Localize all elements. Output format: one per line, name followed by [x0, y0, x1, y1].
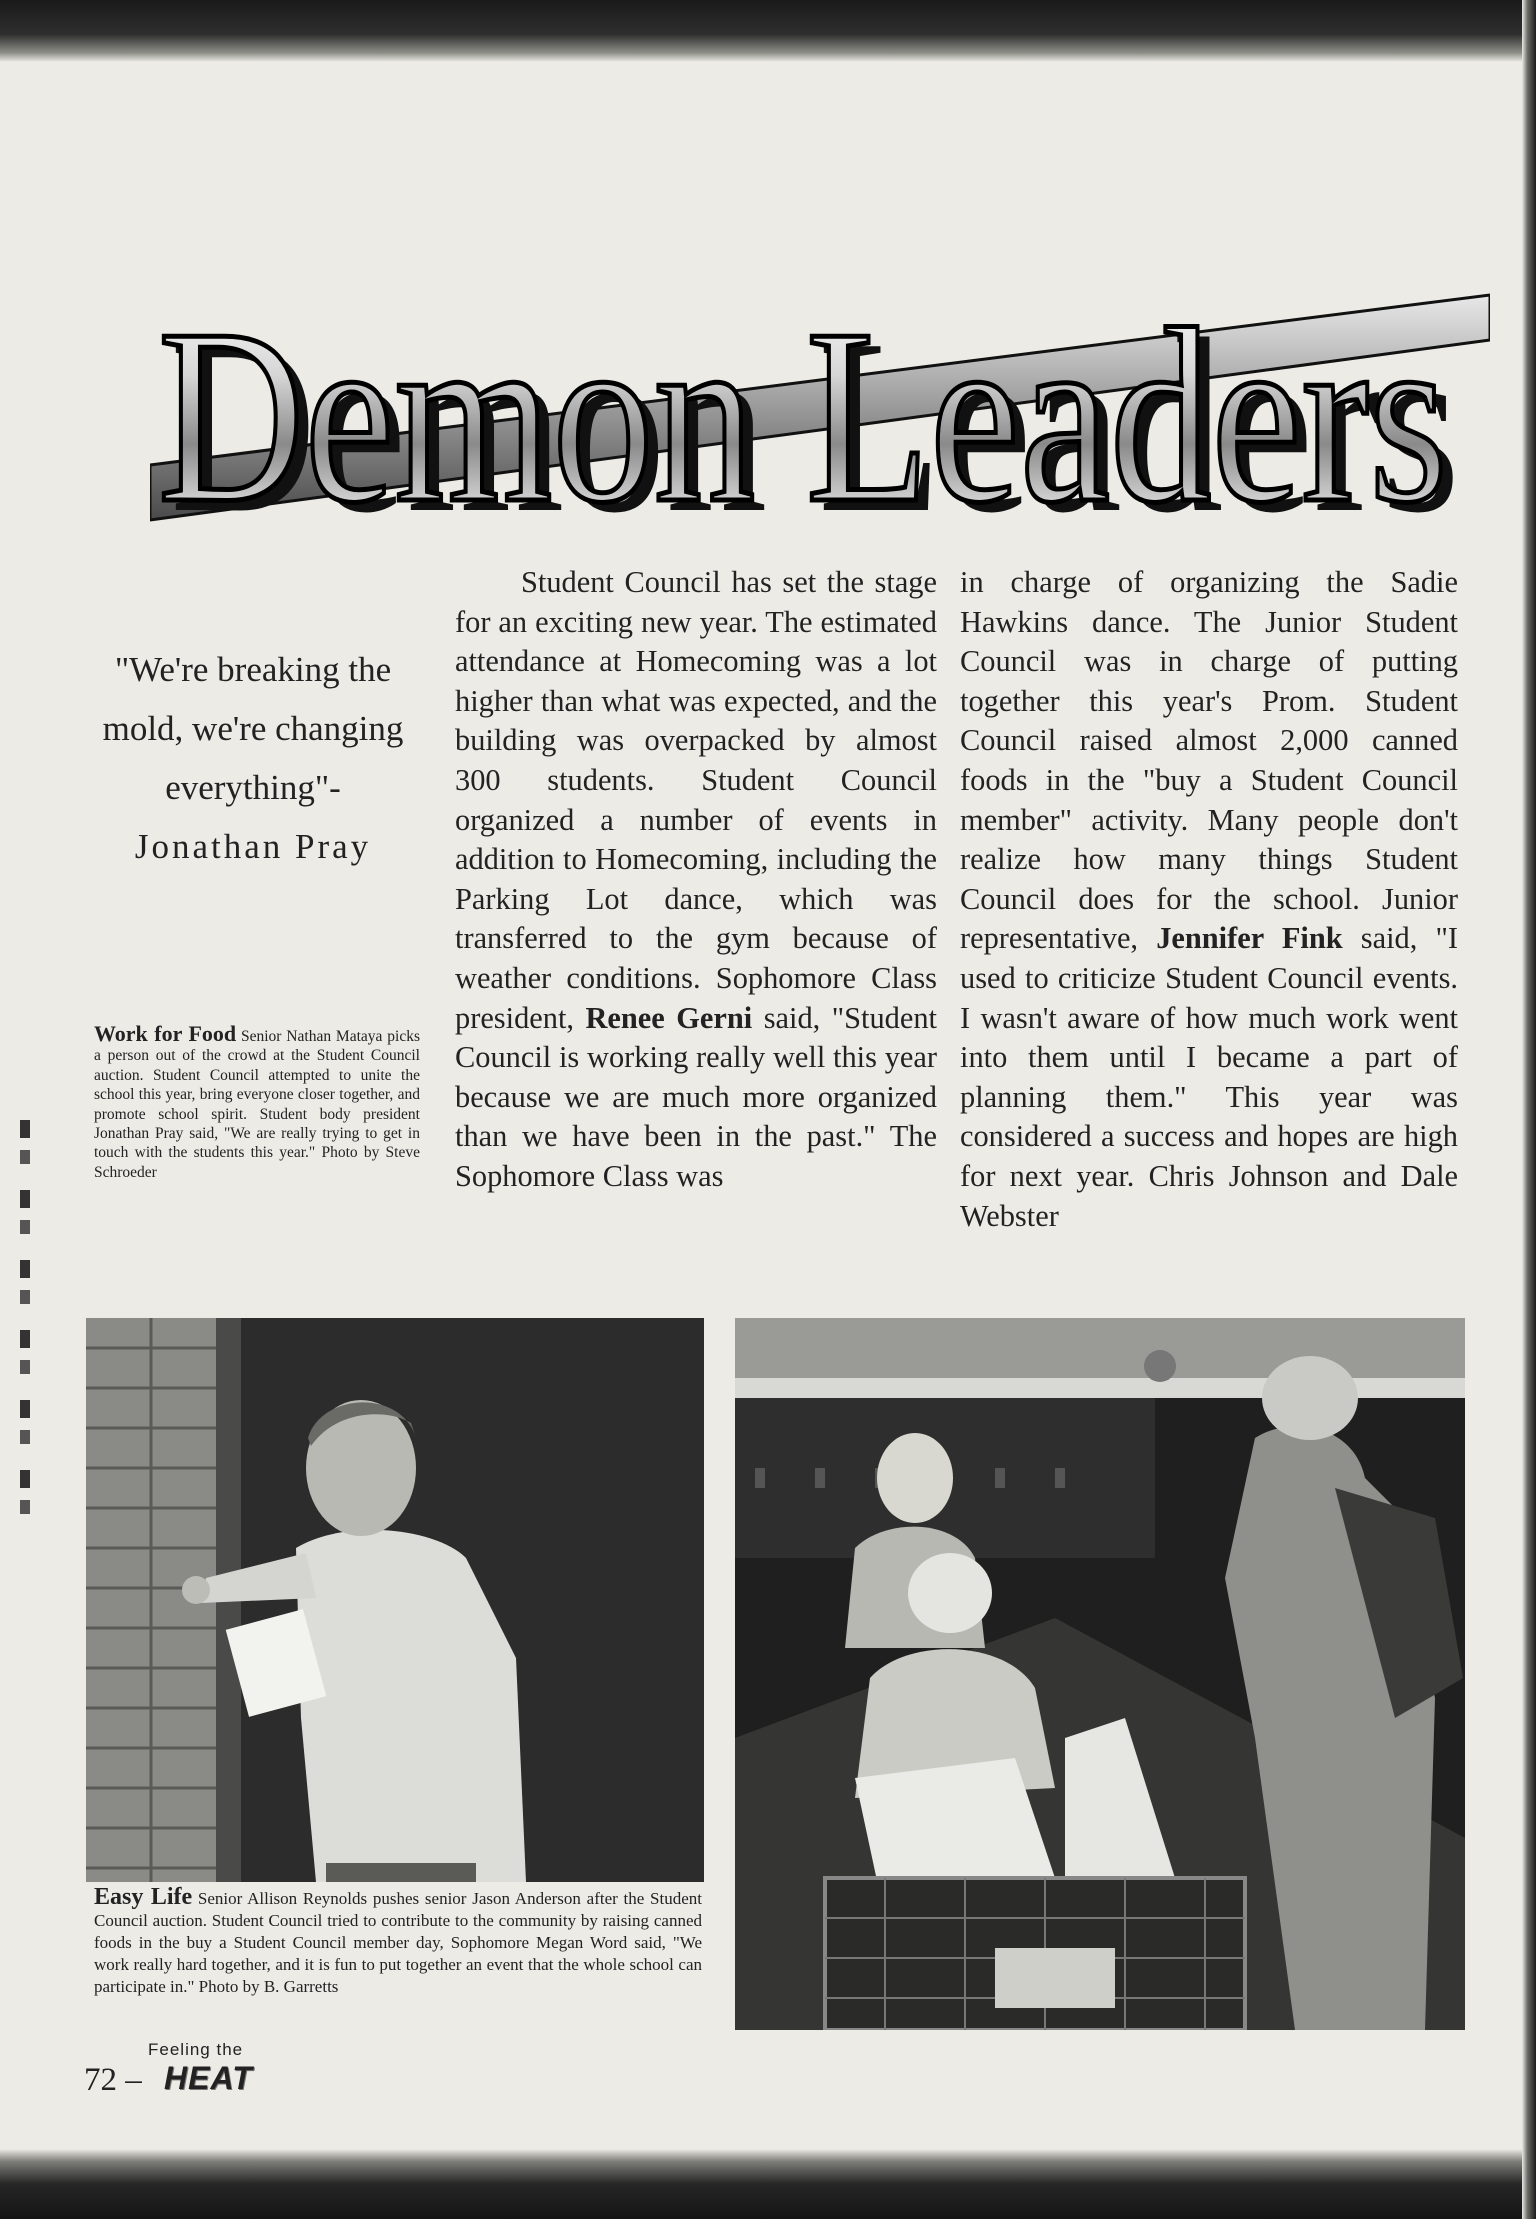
folio-section-label: Feeling the	[148, 2040, 244, 2059]
article-text: said, "I used to criticize Student Council events. I wasn't aware of how much work went into them until I became a part of planning them." This year was considered a success and hopes are high for next year. Chris Johnson and Dale Webster	[960, 921, 1459, 1233]
article-name-bold: Renee Gerni	[585, 1000, 753, 1035]
pull-quote-text: "We're breaking the mold, we're changing everything"-	[102, 650, 404, 807]
caption-text: Senior Nathan Mataya picks a person out of the crowd at the Student Council auction. Student Council attempted to unite the school this year, bring everyone closer together, and promote school spirit. Student body president Jonathan Pray said, "We are really trying to get in touch with the students this year." Photo by Steve Schroeder	[94, 1028, 420, 1181]
page-folio	[84, 2040, 344, 2110]
page-number: 72 –	[84, 2062, 142, 2098]
caption-title: Work for Food	[94, 1021, 237, 1046]
article-column-1	[455, 563, 937, 1197]
article-name-bold: Jennifer Fink	[1156, 921, 1343, 956]
caption-title: Easy Life	[94, 1884, 193, 1910]
article-text: Student Council has set the stage for an exciting new year. The estimated attendance at Homecoming was a lot higher than what was expected, and the building was overpacked by almost 300 students. Student Council organized a number of events in addition to Homecoming, including the Parking Lot dance, which was transferred to the gym because of weather conditions. Sophomore Class president,	[455, 565, 937, 1035]
article-column-2	[960, 563, 1458, 1236]
folio-heat-logo: HEAT	[164, 2060, 253, 2096]
scan-edge-bottom	[0, 2149, 1536, 2219]
binding-marks	[20, 1120, 30, 1520]
photo-caption-work-for-food	[94, 1021, 420, 1182]
pull-quote	[88, 640, 418, 876]
page-title	[150, 250, 1490, 550]
scan-edge-top	[0, 0, 1536, 62]
title-shadow: Demon Leaders	[170, 288, 1460, 550]
photo-shopping-cart	[735, 1318, 1465, 2030]
article-text: said, "Student Council is working really well this year because we are much more organized than we have been in the past." The Sophomore Class was	[455, 1000, 937, 1193]
photo-auctioneer	[86, 1318, 704, 1882]
article-text: in charge of organizing the Sadie Hawkins dance. The Junior Student Council was in charge of putting together this year's Prom. Student Council raised almost 2,000 canned foods in the "buy a Student Council member" activity. Many people don't realize how many things Student Council does for the school. Junior representative,	[960, 565, 1458, 956]
scan-edge-right	[1522, 0, 1536, 2219]
title-text: Demon Leaders	[158, 278, 1448, 550]
pull-quote-attribution: Jonathan Pray	[134, 827, 372, 866]
caption-text: Senior Allison Reynolds pushes senior Jason Anderson after the Student Council auction. Student Council tried to contribute to the community by raising canned foods in the buy a Student Council member day, Sophomore Megan Word said, "We work really hard together, and it is fun to put together an event that the whole school can participate in." Photo by B. Garretts	[94, 1889, 703, 1996]
photo-caption-easy-life	[94, 1886, 702, 1998]
